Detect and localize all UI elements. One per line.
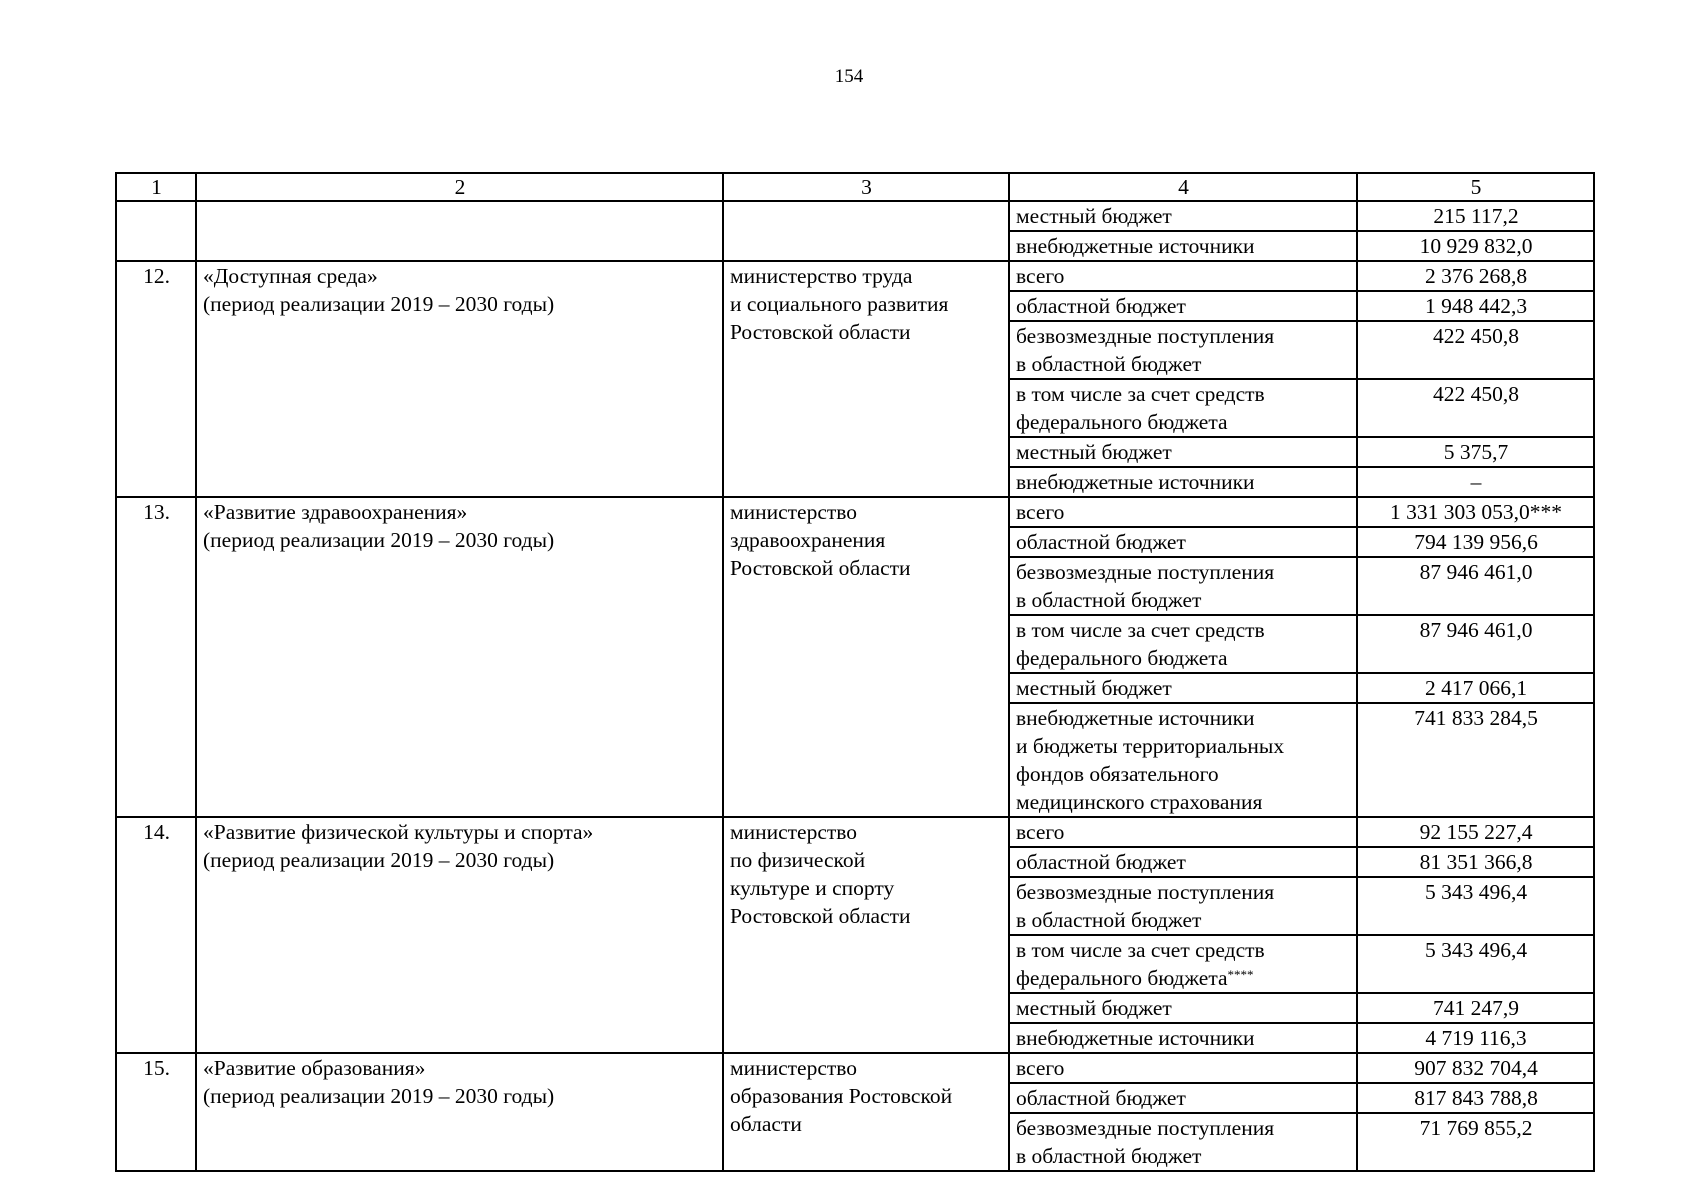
funding-amount: 907 832 704,4 — [1357, 1053, 1594, 1083]
funding-amount: 71 769 855,2 — [1357, 1113, 1594, 1171]
text-line: министерство — [730, 500, 858, 524]
funding-amount: 1 948 442,3 — [1357, 291, 1594, 321]
funding-source — [1009, 703, 1357, 817]
program-name — [196, 497, 723, 817]
text-line: местный бюджет — [1016, 676, 1172, 700]
program-executor — [723, 497, 1009, 817]
text-line: Ростовской области — [730, 320, 911, 344]
funding-amount: 4 719 116,3 — [1357, 1023, 1594, 1053]
text-line: безвозмездные поступления — [1016, 560, 1275, 584]
page-number: 154 — [834, 66, 864, 87]
funding-source — [1009, 1113, 1357, 1171]
text-line: фондов обязательного — [1016, 762, 1219, 786]
text-line: в областной бюджет — [1016, 1144, 1202, 1168]
funding-amount: 81 351 366,8 — [1357, 847, 1594, 877]
program-number: 12. — [116, 261, 196, 497]
text-line: (период реализации 2019 – 2030 годы) — [203, 528, 555, 552]
funding-source — [1009, 1023, 1357, 1053]
text-line: федерального бюджета — [1016, 410, 1228, 434]
column-number-1: 1 — [116, 173, 196, 201]
text-line: областной бюджет — [1016, 294, 1186, 318]
funding-amount: 817 843 788,8 — [1357, 1083, 1594, 1113]
text-line: областной бюджет — [1016, 530, 1186, 554]
text-line: областной бюджет — [1016, 1086, 1186, 1110]
column-number-4: 4 — [1009, 173, 1357, 201]
text-line: местный бюджет — [1016, 440, 1172, 464]
text-line: в том числе за счет средств — [1016, 382, 1265, 406]
continuation-name-cell — [196, 201, 723, 261]
text-line: области — [730, 1112, 802, 1136]
funding-amount: 741 833 284,5 — [1357, 703, 1594, 817]
text-line: здравоохранения — [730, 528, 886, 552]
funding-source — [1009, 557, 1357, 615]
funding-source — [1009, 261, 1357, 291]
text-line: по физической — [730, 848, 866, 872]
text-line: всего — [1016, 500, 1065, 524]
program-executor — [723, 1053, 1009, 1171]
text-line: внебюджетные источники — [1016, 706, 1255, 730]
program-name — [196, 261, 723, 497]
text-line: всего — [1016, 820, 1065, 844]
table-row — [116, 1053, 1594, 1083]
funding-source — [1009, 497, 1357, 527]
text-line: и бюджеты территориальных — [1016, 734, 1285, 758]
text-line: местный бюджет — [1016, 996, 1172, 1020]
text-line: министерство труда — [730, 264, 913, 288]
text-line: «Развитие физической культуры и спорта» — [203, 820, 594, 844]
text-line: безвозмездные поступления — [1016, 1116, 1275, 1140]
funding-source — [1009, 467, 1357, 497]
funding-amount: 5 375,7 — [1357, 437, 1594, 467]
continuation-executor-cell — [723, 201, 1009, 261]
funding-source — [1009, 321, 1357, 379]
funding-source — [1009, 527, 1357, 557]
column-number-row — [116, 173, 1594, 201]
text-line: безвозмездные поступления — [1016, 324, 1275, 348]
funding-source — [1009, 817, 1357, 847]
text-line: в том числе за счет средств — [1016, 938, 1265, 962]
program-number: 15. — [116, 1053, 196, 1171]
funding-amount: 422 450,8 — [1357, 379, 1594, 437]
footnote-mark: **** — [1227, 967, 1254, 982]
funding-source — [1009, 379, 1357, 437]
program-number: 13. — [116, 497, 196, 817]
text-line: безвозмездные поступления — [1016, 880, 1275, 904]
continuation-num-cell — [116, 201, 196, 261]
program-name — [196, 1053, 723, 1171]
text-line: в областной бюджет — [1016, 588, 1202, 612]
text-line: (период реализации 2019 – 2030 годы) — [203, 1084, 555, 1108]
column-number-2: 2 — [196, 173, 723, 201]
funding-amount: 2 376 268,8 — [1357, 261, 1594, 291]
column-number-3: 3 — [723, 173, 1009, 201]
text-line: Ростовской области — [730, 904, 911, 928]
funding-amount: 87 946 461,0 — [1357, 615, 1594, 673]
funding-source — [1009, 615, 1357, 673]
text-line: в областной бюджет — [1016, 908, 1202, 932]
funding-amount: 794 139 956,6 — [1357, 527, 1594, 557]
text-line: медицинского страхования — [1016, 790, 1263, 814]
funding-amount: 1 331 303 053,0*** — [1357, 497, 1594, 527]
funding-amount: 422 450,8 — [1357, 321, 1594, 379]
text-line: внебюджетные источники — [1016, 470, 1255, 494]
funding-amount: 741 247,9 — [1357, 993, 1594, 1023]
table-row — [116, 261, 1594, 291]
text-line: «Доступная среда» — [203, 264, 378, 288]
funding-source: местный бюджет — [1009, 201, 1357, 231]
text-line: «Развитие образования» — [203, 1056, 426, 1080]
table-row — [116, 817, 1594, 847]
funding-source — [1009, 291, 1357, 321]
funding-source: внебюджетные источники — [1009, 231, 1357, 261]
funding-amount: 87 946 461,0 — [1357, 557, 1594, 615]
funding-source — [1009, 437, 1357, 467]
text-line: внебюджетные источники — [1016, 1026, 1255, 1050]
text-line: министерство — [730, 820, 858, 844]
funding-source — [1009, 673, 1357, 703]
program-executor — [723, 261, 1009, 497]
text-line: всего — [1016, 1056, 1065, 1080]
text-line: областной бюджет — [1016, 850, 1186, 874]
text-line: «Развитие здравоохранения» — [203, 500, 468, 524]
program-number: 14. — [116, 817, 196, 1053]
text-line: (период реализации 2019 – 2030 годы) — [203, 292, 555, 316]
table-row — [116, 497, 1594, 527]
funding-amount: – — [1357, 467, 1594, 497]
funding-source — [1009, 1053, 1357, 1083]
funding-source — [1009, 993, 1357, 1023]
funding-amount: 10 929 832,0 — [1357, 231, 1594, 261]
text-line: всего — [1016, 264, 1065, 288]
funding-amount: 92 155 227,4 — [1357, 817, 1594, 847]
text-line: и социального развития — [730, 292, 949, 316]
funding-amount: 5 343 496,4 — [1357, 935, 1594, 993]
text-line: федерального бюджета — [1016, 646, 1228, 670]
program-executor — [723, 817, 1009, 1053]
program-name — [196, 817, 723, 1053]
text-line: министерство — [730, 1056, 858, 1080]
funding-amount: 5 343 496,4 — [1357, 877, 1594, 935]
text-line: культуре и спорту — [730, 876, 895, 900]
column-number-5: 5 — [1357, 173, 1594, 201]
text-line: (период реализации 2019 – 2030 годы) — [203, 848, 555, 872]
funding-amount: 2 417 066,1 — [1357, 673, 1594, 703]
text-line: образования Ростовской — [730, 1084, 953, 1108]
text-line: федерального бюджета — [1016, 966, 1228, 990]
funding-source — [1009, 1083, 1357, 1113]
funding-source — [1009, 935, 1357, 993]
funding-amount: 215 117,2 — [1357, 201, 1594, 231]
continuation-row — [116, 201, 1594, 231]
funding-source — [1009, 877, 1357, 935]
text-line: в областной бюджет — [1016, 352, 1202, 376]
text-line: в том числе за счет средств — [1016, 618, 1265, 642]
funding-source — [1009, 847, 1357, 877]
program-funding-table — [115, 172, 1595, 1172]
text-line: Ростовской области — [730, 556, 911, 580]
